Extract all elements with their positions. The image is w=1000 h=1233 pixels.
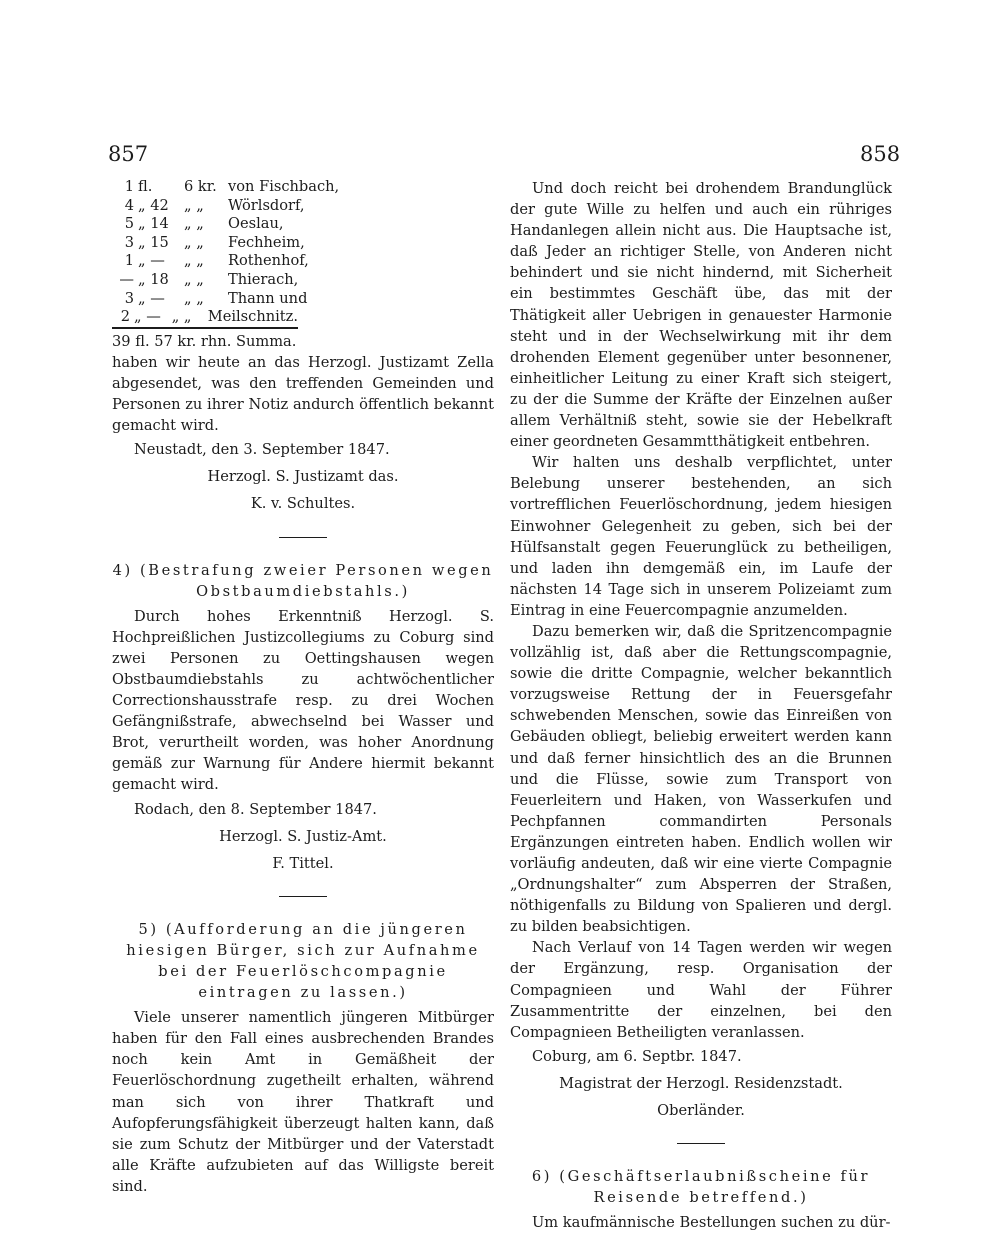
table-cell: 4 [124,196,134,214]
table-cell: „ „ [184,252,204,270]
table-cell: Wörlsdorf, [228,196,305,214]
table-cell: 2 [120,308,131,326]
office-name: Herzogl. S. Justizamt das. [207,468,399,486]
table-cell: 6 kr. [184,178,217,195]
table-row [112,271,494,290]
table-cell: „ — [138,252,165,270]
table-cell: „ — [138,289,165,307]
page-number-right: 858 [860,142,901,166]
table-cell: 3 [124,233,134,251]
place-date: Rodach, den 8. September 1847. [134,800,377,818]
table-cell: — [119,270,134,288]
table-cell: von Fischbach, [228,178,340,195]
table-cell: Thann und [228,289,308,307]
table-cell: „ 18 [138,270,169,288]
table-cell: Oeslau, [228,215,284,233]
section-divider [279,896,327,897]
paragraph: Durch hohes Erkenntniß Herzogl. S. Hochpreißlichen Justizcollegiums zu Coburg sind zwei Personen zu Oettingshausen wegen Obstbaumdiebstahls zu achtwöchentlicher Correctionshausstrafe resp. zu drei Wochen Gefängnißstrafe, abwechselnd bei Wasser und Brot, verurtheilt worden, was hoher Anordnung gemäß zur Warnung für Andere hiermit bekannt gemacht wird. [112,607,494,794]
paragraph: haben wir heute an das Herzogl. Justizamt Zella abgesendet, was den treffenden Gemeinden und Personen zu ihrer Notiz andurch öffentlich bekannt gemacht wird. [112,353,494,435]
table-row [112,197,494,216]
table-cell: Rothenhof, [228,252,309,270]
table-row [112,308,298,329]
section-heading-6: 6) (Geschäftserlaubnißscheine für Reisende betreffend.) [531,1168,871,1207]
paragraph: Dazu bemerken wir, daß die Spritzencompagnie vollzählig ist, daß aber die Rettungscompagnie, sowie die dritte Compagnie, welcher bekanntlich vorzugsweise Rettung der in Feuersgefahr schwebenden Menschen, sowie das Einreißen von Gebäuden obliegt, beliebig erweitert werden kann und daß ferner hinsichtlich des an die Brunnen und die Flüsse, sowie zum Transport von Feuerleitern und Haken, von Wasserkufen und Pechpfannen commandirten Personals Ergänzungen eintreten haben. Endlich wollen wir vorläufig andeuten, daß wir eine vierte Compagnie „Ordnungshalter“ zum Absperren der Straßen, nöthigenfalls zu Bildung von Spalieren und dergl. zu bilden beabsichtigen. [510,622,892,936]
table-cell: „ „ [184,289,204,307]
signature: F. Tittel. [272,854,334,872]
section-divider [279,537,327,538]
table-cell: „ „ [171,308,192,326]
paragraph: Wir halten uns deshalb verpflichtet, unter Belebung unserer bestehenden, an sich vortrefflichen Feuerlöschordnung, jedem hiesigen Einwohner Gelegenheit zu geben, sich bei der Hülfsanstalt gegen Feuerunglück zu betheiligen, und laden ihn demgemäß ein, im Laufe der nächsten 14 Tage sich in unserem Polizeiamt zum Eintrag in eine Feuercompagnie anzumelden. [510,454,892,619]
section-heading-5: 5) (Aufforderung an die jüngeren hiesigen Bürger, sich zur Aufnahme bei der Feuerlöschcompagnie eintragen zu lassen.) [126,920,480,1002]
table-cell: „ 42 [138,196,169,214]
table-cell: 5 [124,215,134,233]
table-cell: „ 14 [138,215,169,233]
paragraph: Nach Verlauf von 14 Tagen werden wir wegen der Ergänzung, resp. Organisation der Compagnieen und Wahl der Führer Zusammentritte der einzelnen, bei den Compagnieen Betheiligten veranlassen. [510,939,892,1041]
paragraph: Und doch reicht bei drohendem Brandunglück der gute Wille zu helfen und auch ein rühriges Handanlegen allein nicht aus. Die Hauptsache ist, daß Jeder an richtiger Stelle, von Anderen nicht behindert und sie nicht hindernd, mit Sicherheit ein bestimmtes Geschäft übe, das mit der Thätigkeit aller Uebrigen in genauester Harmonie steht und in der Wechselwirkung mit ihr dem drohenden Element gegenüber unter besonnener, einheitlicher Leitung zu einer Kraft sich steigert, zu der die Summe der Kräfte der Einzelnen außer allem Verhältniß steht, sowie sie der Hebelkraft einer geordneten Gesammtthätigkeit entbehren. [510,180,892,451]
right-column [510,178,892,1233]
table-row [112,252,494,271]
paragraph: Um kaufmännische Bestellungen suchen zu dür- [532,1214,891,1232]
table-cell: 1 [124,252,134,270]
page-number-left: 857 [108,142,149,166]
sum-line: 39 fl. 57 kr. rhn. Summa. [112,332,297,350]
table-cell: Thierach, [228,270,299,288]
table-cell: Fechheim, [228,233,305,251]
table-cell: 3 [124,289,134,307]
table-cell: Meilschnitz. [207,308,298,326]
table-cell: fl. [138,178,153,195]
table-cell: „ „ [184,215,204,233]
office-name: Magistrat der Herzogl. Residenzstadt. [559,1074,843,1092]
section-heading-4: 4) (Bestrafung zweier Personen wegen Obstbaumdiebstahls.) [112,561,494,600]
place-date: Neustadt, den 3. September 1847. [134,441,390,459]
table-cell: „ „ [184,196,204,214]
table-cell: „ 15 [138,233,169,251]
signature: K. v. Schultes. [250,495,356,513]
table-row [112,290,494,309]
office-name: Herzogl. S. Justiz-Amt. [219,827,387,845]
table-row [112,215,494,234]
table-cell: „ „ [184,270,204,288]
table-cell: „ „ [184,233,204,251]
section-divider [677,1143,725,1144]
left-column [112,178,494,1197]
table-row [112,234,494,253]
table-cell: 1 [124,178,134,195]
paragraph: Viele unserer namentlich jüngeren Mitbürger haben für den Fall eines ausbrechenden Brandes noch kein Amt in Gemäßheit der Feuerlöschordnung zugetheilt erhalten, während man sich von ihrer Thatkraft und Aufopferungsfähigkeit überzeugt halten kann, daß sie zum Schutz der Mitbürger und der Vaterstadt alle Kräfte aufzubieten auf das Willigste bereit sind. [112,1009,494,1195]
table-cell: „ — [134,308,161,326]
payment-table [112,178,494,329]
place-date: Coburg, am 6. Septbr. 1847. [532,1047,742,1065]
table-row [112,178,494,197]
signature: Oberländer. [657,1102,745,1120]
